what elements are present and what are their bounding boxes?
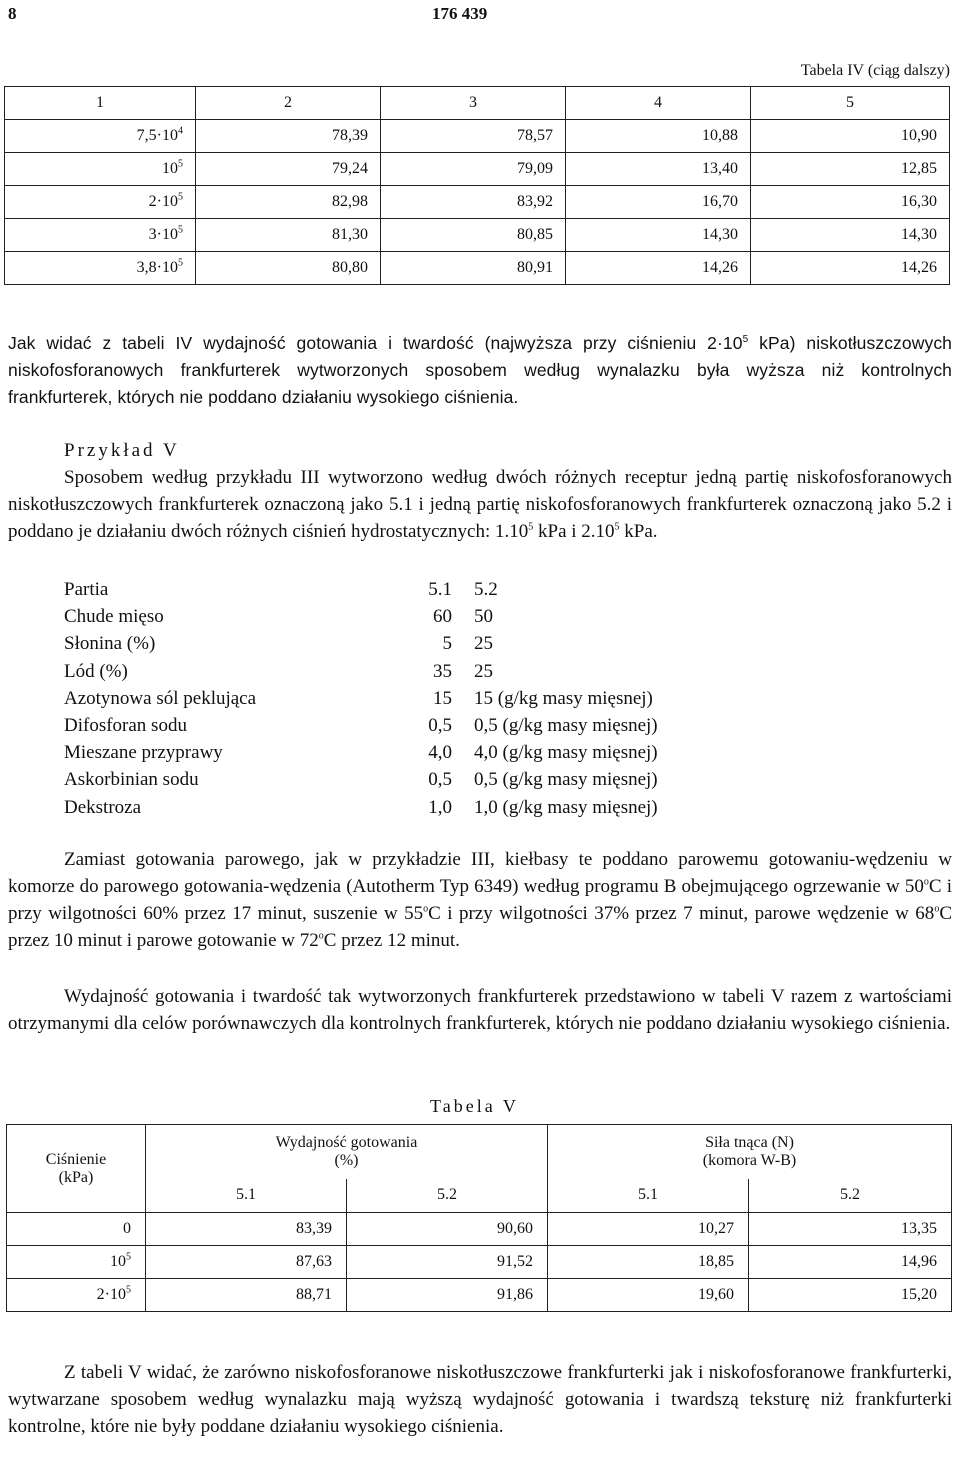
list-item: Azotynowa sól peklująca 15 15 (g/kg masy mięsnej) [64,687,653,709]
example-text: Sposobem według przykładu III wytworzono według dwóch różnych receptur jedną partię niskofosforanowych niskotłuszczowych frankfurterek oznaczoną jako 5.1 i jedną partię niskofosforanowych frankfurterek oznaczoną jako 5.2 i poddano je działaniu dwóch różnych ciśnień hydrostatycznych: 1.10$^5$ kPa i 2.10$^5$ kPa. [8,467,952,542]
table-cell: 19,60 [548,1279,749,1312]
list-item: Askorbinian sodu 0,5 0,5 (g/kg masy mięsnej) [64,769,658,791]
table-iv [4,86,950,285]
table-cell: 14,26 [566,252,751,285]
table-cell: 14,30 [751,219,950,252]
paragraph-table5-intro: Wydajność gotowania i twardość tak wytworzonych frankfurterek przedstawiono w tabeli V razem z wartościami otrzymanymi dla celów porównawczych dla kontrolnych frankfurterek, których nie poddano działaniu wysokiego ciśnienia. [8,986,952,1034]
table-cell: 91,52 [347,1246,548,1279]
batch-label: 5.2 [347,1179,548,1213]
table-v [6,1124,952,1312]
table-cell: 80,85 [381,219,566,252]
table-cell: 12,85 [751,153,950,186]
table-cell: 81,30 [196,219,381,252]
table-cell: 82,98 [196,186,381,219]
yield-header: Wydajność gotowania (%) [146,1125,548,1179]
table-row [7,1279,952,1312]
table-row [5,219,950,252]
table-cell: 10,27 [548,1213,749,1246]
table-cell: 13,35 [749,1213,952,1246]
table-cell: 14,30 [566,219,751,252]
table4-caption: Tabela IV (ciąg dalszy) [800,62,950,79]
shear-force-header: Siła tnąca (N) (komora W-B) [548,1125,952,1179]
page-number: 8 [8,4,17,23]
table-cell: 78,57 [381,120,566,153]
table-cell: 79,24 [196,153,381,186]
batch-label: 5.2 [749,1179,952,1213]
table-row [7,1213,952,1246]
pressure-cell: $3,8\cdot 10^5$ [5,252,196,285]
table-cell: 79,09 [381,153,566,186]
pressure-cell: $10^5$ [5,153,196,186]
table-cell: 15,20 [749,1279,952,1312]
table-cell: 10,90 [751,120,950,153]
table-cell: 16,30 [751,186,950,219]
table-subheader-row [7,1179,952,1213]
paragraph-table4-summary: Jak widać z tabeli IV wydajność gotowania i twardość (najwyższa przy ciśnieniu $2\cdot 10^5$ kPa) niskotłuszczowych niskofosforanowych frankfurterek wytworzonych sposobem według wynalazku była wyższa niż kontrolnych frankfurterek, których nie poddano działaniu wysokiego ciśnienia. [8,333,952,407]
example-v [8,437,952,545]
table-cell: 14,26 [751,252,950,285]
recipe-list [64,576,658,821]
table-row [5,252,950,285]
list-item: Partia 5.1 5.2 [64,579,498,600]
example-heading: Przykład V [64,440,180,461]
list-item: Mieszane przyprawy 4,0 4,0 (g/kg masy mięsnej) [64,742,658,764]
batch-label: 5.1 [146,1179,347,1213]
list-item: Słonina (%) 5 25 [64,633,493,655]
pressure-cell: $10^5$ [7,1246,146,1279]
table-cell: 83,92 [381,186,566,219]
pressure-header: Ciśnienie (kPa) [7,1125,146,1213]
table-cell: 78,39 [196,120,381,153]
table-header-cell: 3 [381,87,566,120]
table-cell: 80,91 [381,252,566,285]
table-cell: 16,70 [566,186,751,219]
pressure-cell: $2\cdot 10^5$ [7,1279,146,1312]
table-header-cell: 2 [196,87,381,120]
list-item: Lód (%) 35 25 [64,660,493,682]
table-row [5,120,950,153]
table-row [5,153,950,186]
table-cell: 91,86 [347,1279,548,1312]
document-id: 176 439 [432,4,488,23]
table-row [7,1246,952,1279]
table-cell: 83,39 [146,1213,347,1246]
table-cell: 87,63 [146,1246,347,1279]
table-cell: 10,88 [566,120,751,153]
table-header-row [7,1125,952,1179]
table-header-cell: 5 [751,87,950,120]
table-header-row [5,87,950,120]
table-cell: 88,71 [146,1279,347,1312]
table-header-cell: 1 [5,87,196,120]
table-cell: 80,80 [196,252,381,285]
list-item: Chude mięso 60 50 [64,606,493,628]
table5-title: Tabela V [430,1096,519,1116]
table-header-cell: 4 [566,87,751,120]
paragraph-smoking-program: Zamiast gotowania parowego, jak w przykładzie III, kiełbasy te poddano parowemu gotowaniu-wędzeniu w komorze do parowego gotowania-wędzenia (Autotherm Typ 6349) według programu B obejmującego ogrzewanie w 50$^o$C i przy wilgotności 60% przez 17 minut, suszenie w 55$^o$C i przy wilgotności 37% przez 7 minut, parowe wędzenie w 68$^o$C przez 10 minut i parowe gotowanie w 72$^o$C przez 12 minut. [8,849,953,951]
paragraph-conclusion: Z tabeli V widać, że zarówno niskofosforanowe niskotłuszczowe frankfurterki jak i niskofosforanowe frankfurterki, wytwarzane sposobem według wynalazku mają wyższą wydajność gotowania i twardszą teksturę niż frankfurterki kontrolne, które nie były poddane działaniu wysokiego ciśnienia. [8,1362,952,1437]
list-item: Difosforan sodu 0,5 0,5 (g/kg masy mięsnej) [64,715,658,737]
pressure-cell: $3\cdot 10^5$ [5,219,196,252]
pressure-cell: $7,5\cdot 10^4$ [5,120,196,153]
table-row [5,186,950,219]
table-cell: 90,60 [347,1213,548,1246]
pressure-cell: 0 [7,1213,146,1246]
table-cell: 13,40 [566,153,751,186]
pressure-cell: $2\cdot 10^5$ [5,186,196,219]
list-item: Dekstroza 1,0 1,0 (g/kg masy mięsnej) [64,796,658,818]
table-cell: 14,96 [749,1246,952,1279]
table-cell: 18,85 [548,1246,749,1279]
batch-label: 5.1 [548,1179,749,1213]
